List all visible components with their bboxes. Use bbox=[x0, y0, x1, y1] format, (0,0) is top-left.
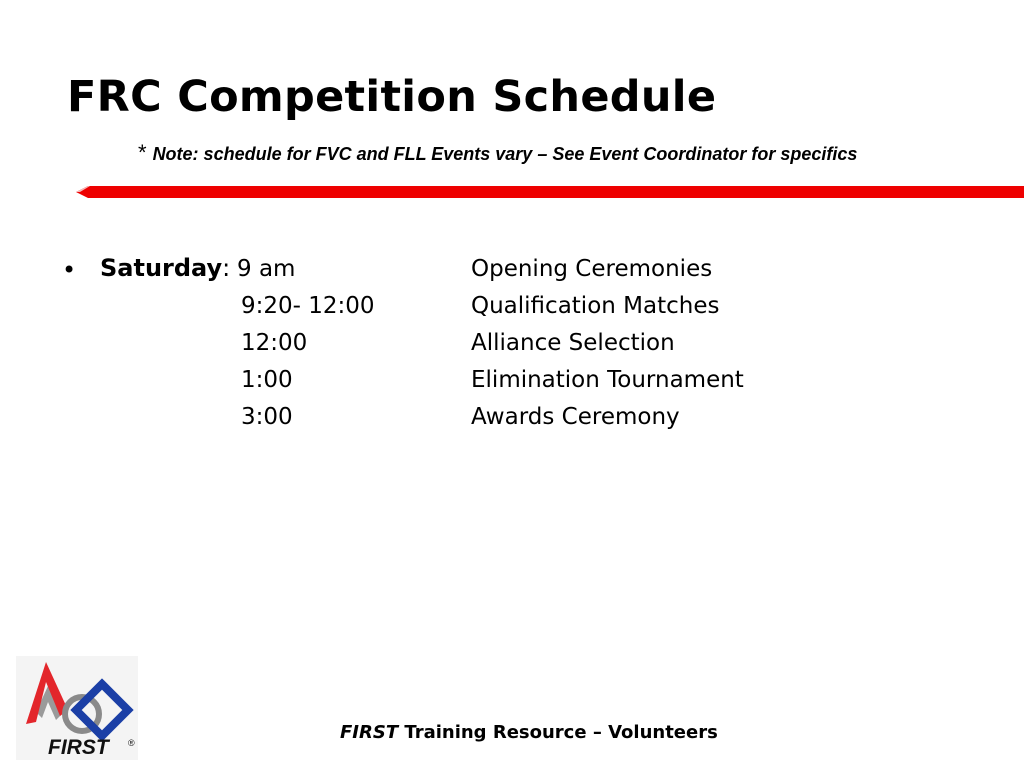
schedule-time: 9:20- 12:00 bbox=[241, 293, 375, 319]
slide-footer bbox=[340, 722, 718, 743]
slide-title: FRC Competition Schedule bbox=[67, 72, 717, 122]
day-separator: : bbox=[222, 254, 231, 282]
note-text: Note: schedule for FVC and FLL Events vary – See Event Coordinator for specifics bbox=[152, 144, 858, 164]
schedule-event: Awards Ceremony bbox=[471, 404, 680, 430]
schedule-event: Alliance Selection bbox=[471, 330, 675, 356]
bullet-icon: • bbox=[62, 256, 77, 284]
schedule-time: 1:00 bbox=[241, 367, 293, 393]
logo-registered: ® bbox=[128, 738, 135, 748]
schedule-time: 3:00 bbox=[241, 404, 293, 430]
schedule-event: Elimination Tournament bbox=[471, 367, 744, 393]
schedule-event: Qualification Matches bbox=[471, 293, 720, 319]
schedule-note bbox=[138, 140, 857, 166]
red-divider-rule bbox=[76, 183, 1024, 199]
schedule-time: 12:00 bbox=[241, 330, 308, 356]
day-heading bbox=[100, 254, 230, 282]
first-logo-icon bbox=[16, 656, 138, 760]
schedule-time: 9 am bbox=[237, 256, 296, 282]
logo-text: FIRST bbox=[48, 736, 109, 759]
footer-brand: FIRST bbox=[340, 722, 399, 743]
footer-text: Training Resource – Volunteers bbox=[404, 722, 718, 743]
day-label: Saturday bbox=[100, 254, 223, 282]
note-marker: * bbox=[138, 140, 147, 165]
schedule-event: Opening Ceremonies bbox=[471, 256, 713, 282]
